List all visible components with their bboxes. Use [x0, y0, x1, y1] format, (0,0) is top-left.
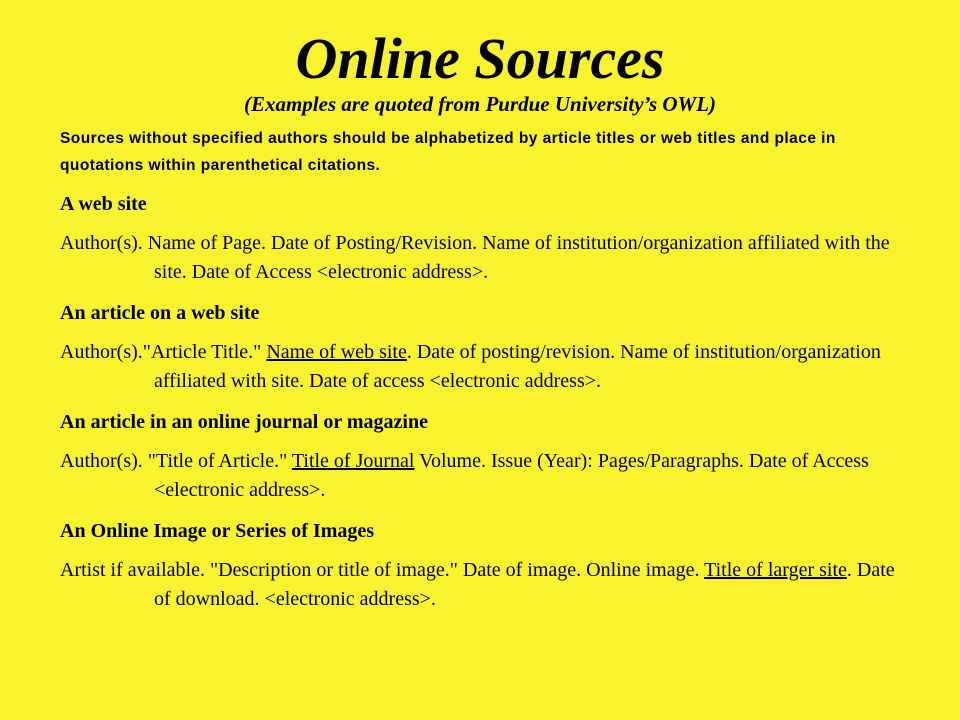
entry-text: Author(s)."Article Title."	[60, 341, 267, 363]
heading-online-journal-article: An article in an online journal or magazine	[60, 411, 428, 433]
entry-text: Volume. Issue (Year): Pages/Paragraphs. Date of Access <electronic address>.	[154, 450, 869, 501]
underlined-title: Title of larger site	[704, 559, 847, 581]
slide-title: Online Sources	[295, 26, 665, 91]
entry-text: Author(s). "Title of Article."	[60, 450, 292, 472]
entry-online-journal-article	[60, 447, 900, 505]
underlined-title: Name of web site	[266, 341, 407, 363]
underlined-title: Title of Journal	[291, 450, 415, 472]
heading-online-image: An Online Image or Series of Images	[60, 520, 375, 542]
entry-article-on-web-site	[60, 338, 900, 396]
slide-content	[60, 125, 900, 626]
entry-web-site	[60, 229, 900, 287]
heading-web-site: A web site	[60, 193, 147, 215]
entry-online-image	[60, 556, 900, 614]
alphabetizing-note: Sources without specified authors should be alphabetized by article titles or web titles and place in quotations within parenthetical citations.	[60, 130, 836, 174]
entry-text: . Date of posting/revision. Name of institution/organization affiliated with site. Date of access <electronic address>.	[154, 341, 881, 392]
entry-text: Author(s). Name of Page. Date of Posting/Revision. Name of institution/organization affiliated with the site. Date of Access <electronic address>.	[60, 232, 890, 283]
entry-text: Artist if available. "Description or title of image." Date of image. Online image.	[60, 559, 705, 581]
entry-text: . Date of download. <electronic address>.	[154, 559, 895, 610]
heading-article-on-web-site: An article on a web site	[60, 302, 260, 324]
slide-subtitle: (Examples are quoted from Purdue University’s OWL)	[243, 92, 717, 116]
